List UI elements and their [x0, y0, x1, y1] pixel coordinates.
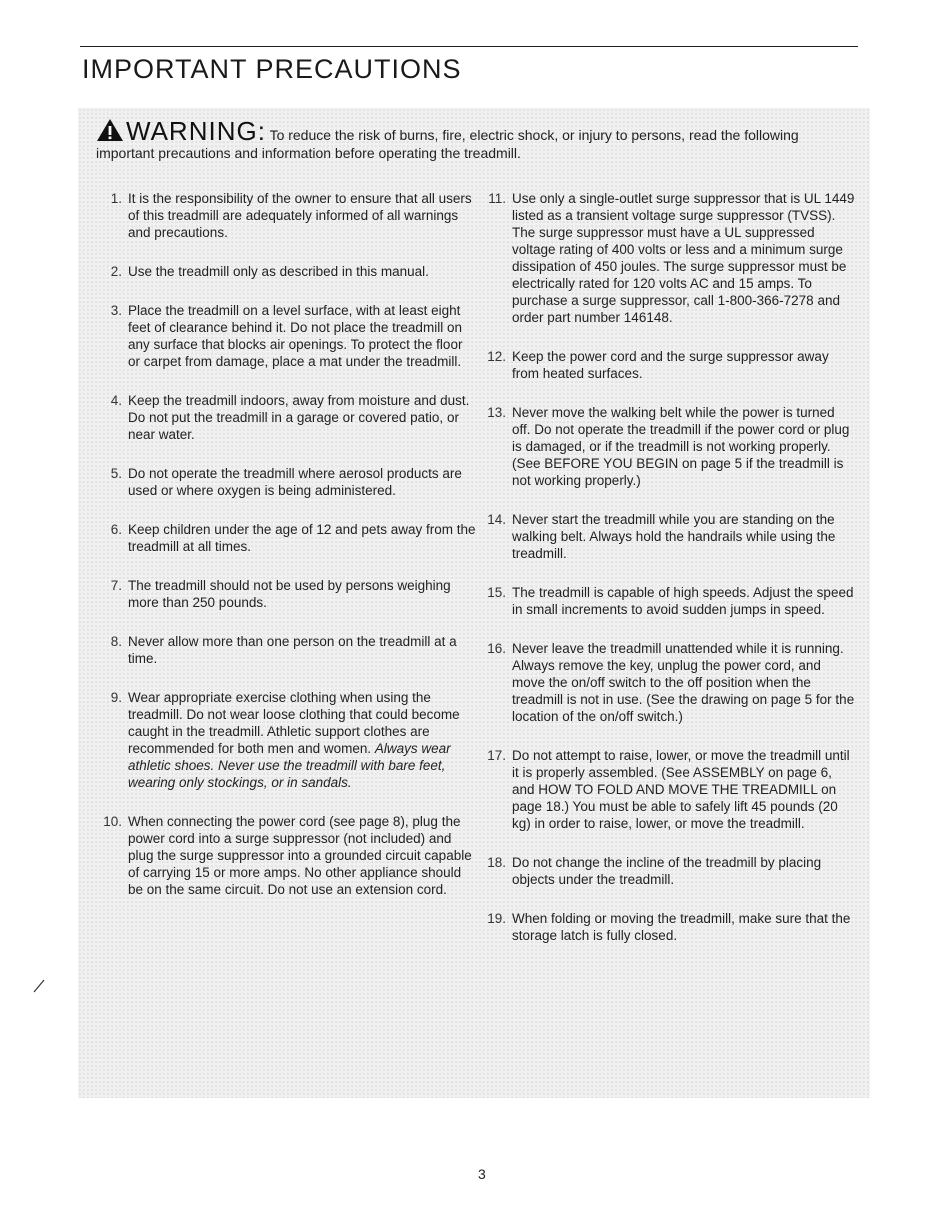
precaution-item-15 — [480, 584, 855, 618]
item-text: When connecting the power cord (see page 8), plug the power cord into a surge suppressor (not included) and plug the surge suppressor into a grounded circuit capable of carrying 15 or more amps. No other appliance should be on the same circuit. Do not use an extension cord. — [128, 814, 472, 897]
precaution-item-13 — [480, 404, 855, 489]
precaution-item-11 — [480, 190, 855, 326]
item-number: 18. — [487, 855, 506, 870]
precaution-item-12 — [480, 348, 855, 382]
precaution-item-1 — [96, 190, 476, 241]
item-text: Never allow more than one person on the treadmill at a time. — [128, 634, 457, 666]
item-text: Keep children under the age of 12 and pets away from the treadmill at all times. — [128, 522, 476, 554]
item-number: 14. — [487, 512, 506, 527]
item-number: 17. — [487, 748, 506, 763]
item-number: 3. — [110, 303, 122, 318]
precaution-item-18 — [480, 854, 855, 888]
page-number: 3 — [478, 1166, 486, 1182]
page-title: IMPORTANT PRECAUTIONS — [82, 54, 462, 84]
item-number: 1. — [110, 191, 122, 206]
item-text: Do not operate the treadmill where aerosol products are used or where oxygen is being administered. — [128, 466, 462, 498]
pen-mark — [32, 978, 46, 999]
precaution-item-16 — [480, 640, 855, 725]
item-number: 4. — [110, 393, 122, 408]
precaution-item-17 — [480, 747, 855, 832]
item-text: Use the treadmill only as described in this manual. — [128, 264, 429, 279]
item-text: Wear appropriate exercise clothing when using the treadmill. Do not wear loose clothing that could become caught in the treadmill. Athletic support clothes are recommended for both men and women. — [128, 690, 460, 756]
precaution-item-14 — [480, 511, 855, 562]
warning-text: To reduce the risk of burns, fire, electric shock, or injury to persons, read the following important precautions and information before operating the treadmill. — [96, 127, 799, 161]
precaution-item-8 — [96, 633, 476, 667]
item-text: Keep the power cord and the surge suppressor away from heated surfaces. — [512, 349, 829, 381]
item-number: 13. — [487, 405, 506, 420]
item-text: When folding or moving the treadmill, make sure that the storage latch is fully closed. — [512, 911, 851, 943]
item-number: 11. — [488, 191, 506, 206]
item-text-block — [128, 689, 476, 791]
item-number: 7. — [110, 578, 122, 593]
item-emphasis-text: Always wear athletic shoes. Never use the treadmill with bare feet, wearing only stockings, or in sandals. — [128, 741, 451, 790]
item-number: 9. — [110, 690, 122, 705]
item-text: Never start the treadmill while you are standing on the walking belt. Always hold the handrails while using the treadmill. — [512, 512, 836, 561]
item-text: Do not change the incline of the treadmill by placing objects under the treadmill. — [512, 855, 822, 887]
precaution-item-9 — [96, 689, 476, 791]
item-text: Do not attempt to raise, lower, or move the treadmill until it is properly assembled. (See ASSEMBLY on page 6, and HOW TO FOLD AND MOVE THE TREADMILL on page 18.) You must be able to safely lift 45 pounds (20 kg) in order to raise, lower, or move the treadmill. — [512, 748, 850, 831]
precaution-item-6 — [96, 521, 476, 555]
item-number: 19. — [487, 911, 506, 926]
precaution-item-7 — [96, 577, 476, 611]
header-rule — [80, 46, 858, 47]
warning-triangle-icon — [96, 118, 124, 142]
precaution-item-3 — [96, 302, 476, 370]
precaution-item-4 — [96, 392, 476, 443]
item-text: Keep the treadmill indoors, away from moisture and dust. Do not put the treadmill in a garage or covered patio, or near water. — [128, 393, 470, 442]
item-number: 12. — [487, 349, 506, 364]
item-text: Never leave the treadmill unattended while it is running. Always remove the key, unplug the power cord, and move the on/off switch to the off position when the treadmill is not in use. (See the drawing on page 5 for the location of the on/off switch.) — [512, 641, 855, 724]
item-number: 5. — [110, 466, 122, 481]
precaution-item-19 — [480, 910, 855, 944]
item-text: Use only a single-outlet surge suppressor that is UL 1449 listed as a transient voltage surge suppressor (TVSS). The surge suppressor must have a UL suppressed voltage rating of 400 volts or less and a minimum surge dissipation of 450 joules. The surge suppressor must be electrically rated for 120 volts AC and 15 amps. To purchase a surge suppressor, call 1-800-366-7278 and order part number 146148. — [512, 191, 855, 325]
item-number: 10. — [103, 814, 122, 829]
precaution-item-10 — [96, 813, 476, 898]
item-number: 6. — [110, 522, 122, 537]
item-number: 2. — [110, 264, 122, 279]
item-number: 8. — [110, 634, 122, 649]
warning-word: WARNING: — [126, 116, 266, 146]
precautions-right-column — [480, 190, 855, 944]
precautions-left-column — [96, 190, 476, 898]
item-text: The treadmill is capable of high speeds. Adjust the speed in small increments to avoid sudden jumps in speed. — [512, 585, 854, 617]
precaution-item-2 — [96, 263, 476, 280]
item-number: 15. — [487, 585, 506, 600]
item-number: 16. — [487, 641, 506, 656]
item-text: The treadmill should not be used by persons weighing more than 250 pounds. — [128, 578, 451, 610]
item-text: Never move the walking belt while the power is turned off. Do not operate the treadmill if the power cord or plug is damaged, or if the treadmill is not working properly. (See BEFORE YOU BEGIN on page 5 if the treadmill is not working properly.) — [512, 405, 850, 488]
item-text: It is the responsibility of the owner to ensure that all users of this treadmill are adequately informed of all warnings and precautions. — [128, 191, 472, 240]
item-text: Place the treadmill on a level surface, with at least eight feet of clearance behind it. Do not place the treadmill on any surface that blocks air openings. To protect the floor or carpet from damage, place a mat under the treadmill. — [128, 303, 463, 369]
precaution-item-5 — [96, 465, 476, 499]
warning-statement — [96, 118, 856, 162]
